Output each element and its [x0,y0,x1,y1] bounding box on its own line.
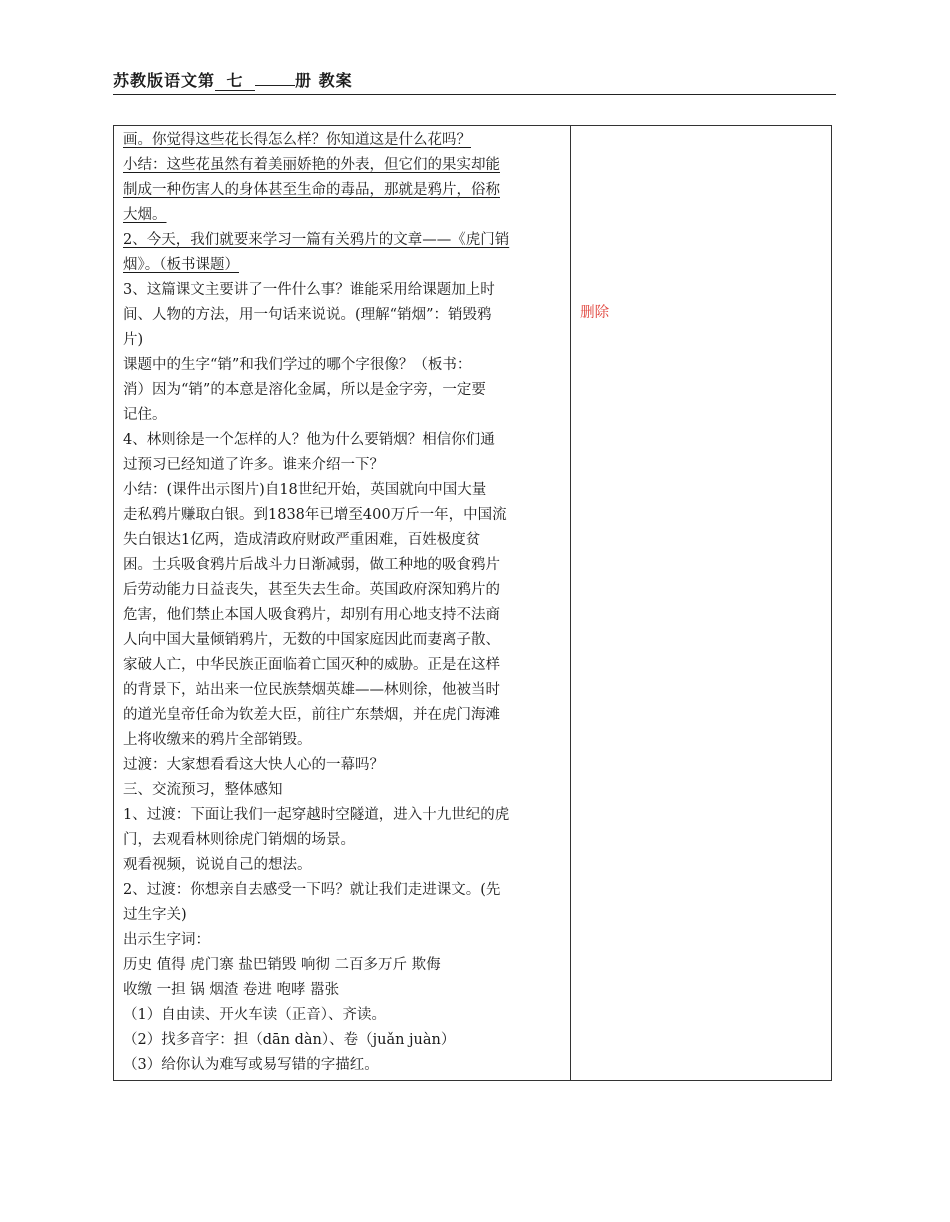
content-line [123,853,563,878]
content-line-text: 上将收缴来的鸦片全部销毁。 [123,732,312,748]
content-line-text: 的道光皇帝任命为钦差大臣，前往广东禁烟，并在虎门海滩 [123,707,500,723]
content-line-text: 失白银达1亿两，造成清政府财政严重困难，百姓极度贫 [123,532,481,548]
content-line [123,603,563,628]
content-line-text: 1、过渡：下面让我们一起穿越时空隧道，进入十九世纪的虎 [123,807,510,823]
header-prefix: 苏教版语文第 [113,71,216,90]
content-line-text: （3）给你认为难写或易写错的字描红。 [123,1057,379,1073]
content-line [123,428,563,453]
content-line [123,953,563,978]
content-line-text: 过渡：大家想看看这大快人心的一幕吗？ [123,757,384,773]
content-line [123,228,563,253]
content-line [123,253,563,278]
content-line [123,153,563,178]
content-line-text: 小结：这些花虽然有着美丽娇艳的外表，但它们的果实却能 [123,157,500,173]
content-line [123,303,563,328]
content-line-text: 2、今天，我们就要来学习一篇有关鸦片的文章——《虎门销 [123,232,510,248]
content-line-text: 小结：(课件出示图片)自18世纪开始，英国就向中国大量 [123,482,487,498]
content-line-text: 记住。 [123,407,167,423]
content-line-text: 走私鸦片赚取白银。到1838年已增至400万斤一年，中国流 [123,507,507,523]
content-line-text: 制成一种伤害人的身体甚至生命的毒品，那就是鸦片，俗称 [123,182,500,198]
content-line [123,553,563,578]
content-line [123,503,563,528]
content-line [123,903,563,928]
content-line [123,128,563,153]
content-line [123,778,563,803]
revision-note-cell[interactable] [571,126,832,1081]
content-line [123,628,563,653]
content-line-text: 的背景下，站出来一位民族禁烟英雄——林则徐，他被当时 [123,682,500,698]
content-line-text: 4、林则徐是一个怎样的人？他为什么要销烟？相信你们通 [123,432,495,448]
content-line [123,203,563,228]
table-row [114,126,832,1081]
content-line [123,978,563,1003]
content-line-text: 出示生字词： [123,932,210,948]
content-line-text: 历史 值得 虎门寨 盐巴销毁 响彻 二百多万斤 欺侮 [123,957,441,973]
content-line [123,528,563,553]
header-volume: 七 [215,72,255,91]
content-line-text: 三、交流预习，整体感知 [123,782,283,798]
content-line [123,353,563,378]
content-line [123,878,563,903]
content-line [123,453,563,478]
content-line-text: 家破人亡，中华民族正面临着亡国灭种的威胁。正是在这样 [123,657,500,673]
content-line [123,178,563,203]
header-blank [255,85,295,86]
content-line-text: 后劳动能力日益丧失，甚至失去生命。英国政府深知鸦片的 [123,582,500,598]
content-line [123,653,563,678]
content-line [123,1053,563,1078]
lesson-content-cell[interactable] [114,126,571,1081]
content-line-text: 画。你觉得这些花长得怎么样？你知道这是什么花吗？ [123,132,471,148]
content-line [123,678,563,703]
content-line-text: （1）自由读、开火车读（正音）、齐读。 [123,1007,386,1023]
content-line-text: 间、人物的方法，用一句话来说说。(理解“销烟”：销毁鸦 [123,307,492,323]
content-line [123,703,563,728]
content-line-text: 课题中的生字“销”和我们学过的哪个字很像？（板书： [123,357,472,373]
content-line-text: 片) [123,332,144,348]
content-line [123,1028,563,1053]
lesson-table [113,125,832,1081]
content-line [123,378,563,403]
document-header [113,70,836,95]
content-line-text: 人向中国大量倾销鸦片，无数的中国家庭因此而妻离子散、 [123,632,500,648]
content-line [123,803,563,828]
content-line [123,328,563,353]
content-line-text: 观看视频，说说自己的想法。 [123,857,312,873]
content-line [123,728,563,753]
content-line-text: 消）因为“销”的本意是溶化金属，所以是金字旁，一定要 [123,382,486,398]
content-line [123,478,563,503]
content-line [123,828,563,853]
header-suffix: 册 教案 [295,71,353,90]
content-line-text: 过生字关) [123,907,187,923]
content-line-text: 大烟。 [123,207,167,223]
content-line-text: 烟》。（板书课题） [123,257,239,273]
content-line-text: 困。士兵吸食鸦片后战斗力日渐减弱，做工种地的吸食鸦片 [123,557,500,573]
content-line [123,278,563,303]
content-line-text: 3、这篇课文主要讲了一件什么事？谁能采用给课题加上时 [123,282,495,298]
content-line-text: 2、过渡：你想亲自去感受一下吗？就让我们走进课文。(先 [123,882,501,898]
content-line [123,753,563,778]
content-line [123,403,563,428]
content-line [123,1003,563,1028]
content-line-text: 过预习已经知道了许多。谁来介绍一下？ [123,457,384,473]
content-line-text: （2）找多音字：担（dān dàn）、卷（juǎn juàn） [123,1032,456,1048]
content-line [123,578,563,603]
content-line-text: 门，去观看林则徐虎门销烟的场景。 [123,832,355,848]
content-line [123,928,563,953]
content-line-text: 收缴 一担 锅 烟渣 卷进 咆哮 嚣张 [123,982,340,998]
content-line-text: 危害，他们禁止本国人吸食鸦片，却别有用心地支持不法商 [123,607,500,623]
revision-note: 删除 [580,305,610,321]
